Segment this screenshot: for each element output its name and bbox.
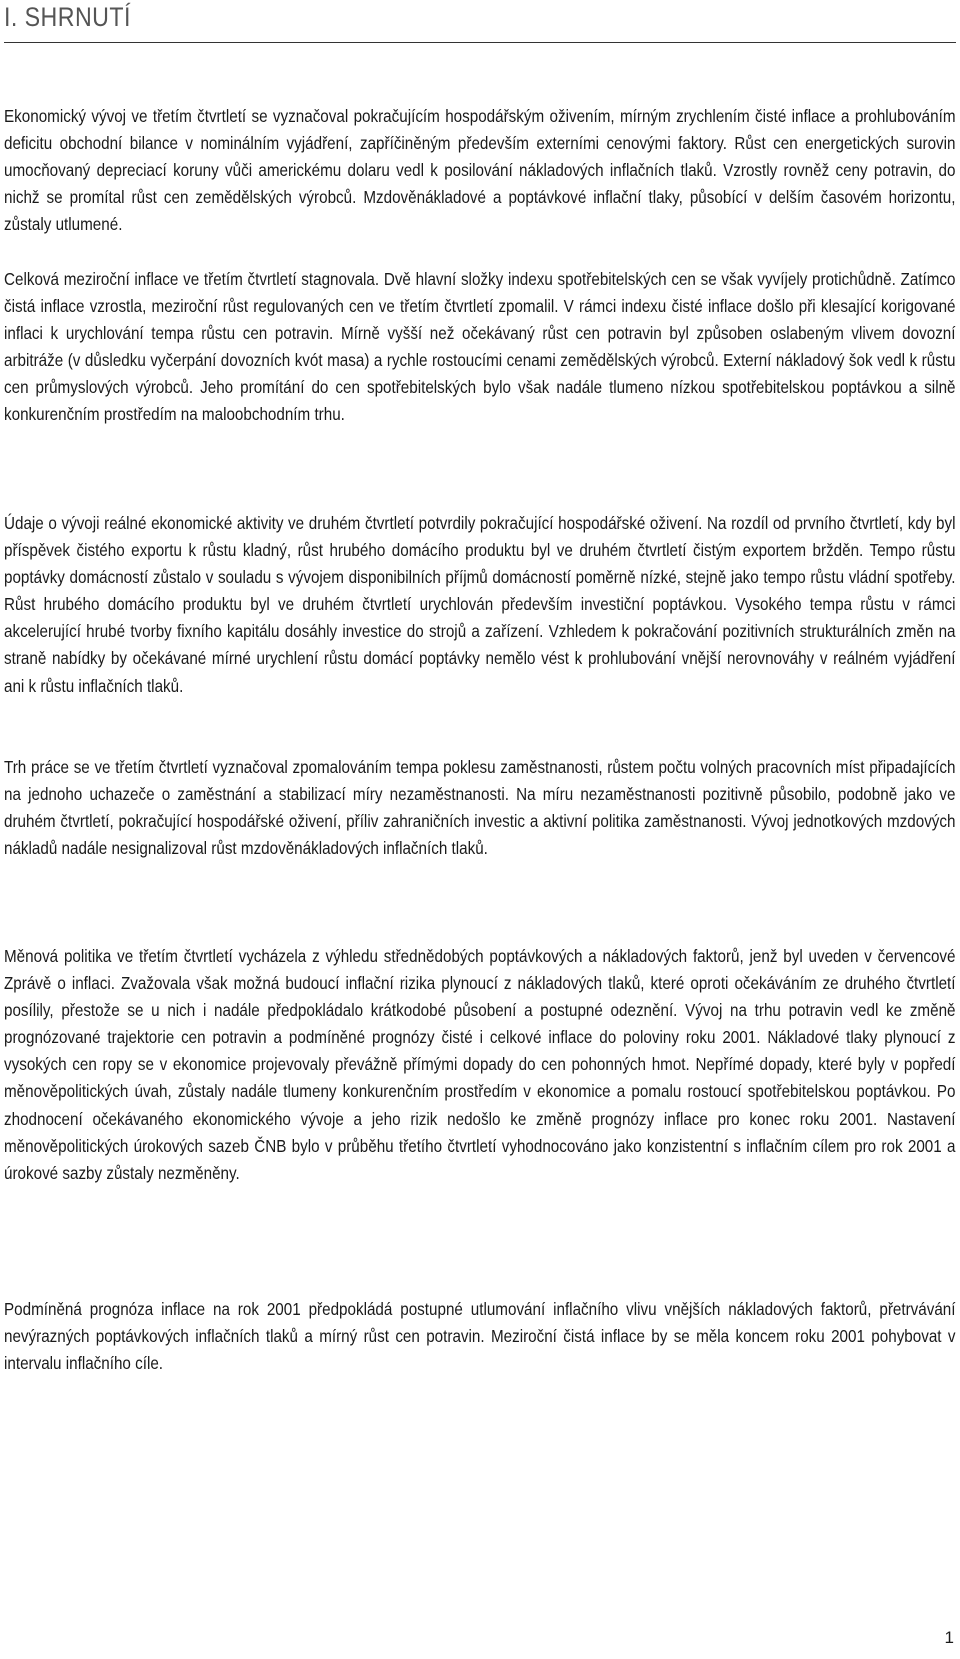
document-page (4, 0, 956, 1659)
section-header (4, 0, 956, 43)
page-number: 1 (944, 1628, 954, 1647)
section-title: I. SHRNUTÍ (4, 2, 131, 32)
paragraph-real-economic-activity: Údaje o vývoji reálné ekonomické aktivity ve druhém čtvrtletí potvrdily pokračující hospodářské oživení. Na rozdíl od prvního čtvrtletí, kdy byl příspěvek čistého exportu k růstu kladný, růst hrubého domácího produktu byl ve druhém čtvrtletí čistým exportem bržděn. Tempo růstu poptávky domácností zůstalo v souladu s vývojem disponibilních příjmů domácností poměrně nízké, stejně jako tempo růstu vládní spotřeby. Růst hrubého domácího produktu byl ve druhém čtvrtletí urychlován především investiční poptávkou. Vysokého tempa růstu v rámci akcelerující hrubé tvorby fixního kapitálu dosáhly investice do strojů a zařízení. Vzhledem k pokračování pozitivních strukturálních změn na straně nabídky by očekávané mírné urychlení růstu domácí poptávky nemělo vést k prohlubování vnější nerovnováhy v reálném vyjádření ani k růstu inflačních tlaků. (4, 513, 956, 696)
paragraph-inflation: Celková meziroční inflace ve třetím čtvrtletí stagnovala. Dvě hlavní složky indexu spotřebitelských cen se však vyvíjely protichůdně. Zatímco čistá inflace vzrostla, meziroční růst regulovaných cen ve třetím čtvrtletí zpomalil. V rámci indexu čisté inflace došlo při klesající korigované inflaci k urychlování tempa růstu cen potravin. Mírně vyšší než očekávaný růst cen potravin byl způsoben oslabeným vlivem dovozní arbitráže (v důsledku vyčerpání dovozních kvót masa) a rychle rostoucími cenami zemědělských výrobců. Externí nákladový šok vedl k růstu cen průmyslových výrobců. Jeho promítání do cen spotřebitelských bylo však nadále tlumeno nízkou spotřebitelskou poptávkou a silně konkurenčním prostředím na maloobchodním trhu. (4, 269, 956, 425)
paragraph-summary-economic-development: Ekonomický vývoj ve třetím čtvrtletí se vyznačoval pokračujícím hospodářským oživením, mírným zrychlením čisté inflace a prohlubováním deficitu obchodní bilance v nominálním vyjádření, zapříčiněným především externími cenovými faktory. Růst cen energetických surovin umocňovaný depreciací koruny vůči americkému dolaru vedl k posilování nákladových inflačních tlaků. Vzrostly rovněž ceny potravin, do nichž se promítal růst cen zemědělských výrobců. Mzdověnákladové a poptávkové inflační tlaky, působící v delším časovém horizontu, zůstaly utlumené. (4, 106, 956, 235)
paragraph-monetary-policy: Měnová politika ve třetím čtvrtletí vycházela z výhledu střednědobých poptávkových a nákladových faktorů, jenž byl uveden v červencové Zprávě o inflaci. Zvažovala však možná budoucí inflační rizika plynoucí z nákladových tlaků, které oproti očekáváním ze druhého čtvrtletí posílily, přestože se u nich i nadále předpokládalo krátkodobé působení a postupné odeznění. Vývoj na trhu potravin vedl ke změně prognózované trajektorie cen potravin a podmíněné prognózy čisté i celkové inflace do poloviny roku 2001. Nákladové tlaky plynoucí z vysokých cen ropy se v ekonomice projevovaly převážně přímými dopady do cen pohonných hmot. Nepřímé dopady, které byly v popředí měnověpolitických úvah, zůstaly nadále tlumeny konkurenčním prostředím v ekonomice a pomalu rostoucí spotřebitelskou poptávkou. Po zhodnocení očekávaného ekonomického vývoje a jeho rizik nedošlo ke změně prognózy inflace pro konec roku 2001. Nastavení měnověpolitických úrokových sazeb ČNB bylo v průběhu třetího čtvrtletí vyhodnocováno jako konzistentní s inflačním cílem pro rok 2001 a úrokové sazby zůstaly nezměněny. (4, 946, 956, 1183)
paragraph-inflation-forecast: Podmíněná prognóza inflace na rok 2001 předpokládá postupné utlumování inflačního vlivu vnějších nákladových faktorů, přetrvávání nevýrazných poptávkových inflačních tlaků a mírný růst cen potravin. Meziroční čistá inflace by se měla koncem roku 2001 pohybovat v intervalu inflačního cíle. (4, 1299, 956, 1374)
paragraph-labour-market: Trh práce se ve třetím čtvrtletí vyznačoval zpomalováním tempa poklesu zaměstnanosti, růstem počtu volných pracovních míst připadajících na jednoho uchazeče o zaměstnání a stabilizací míry nezaměstnanosti. Na míru nezaměstnanosti pozitivně působilo, podobně jako ve druhém čtvrtletí, pokračující hospodářské oživení, příliv zahraničních investic a aktivní politika zaměstnanosti. Vývoj jednotkových mzdových nákladů nadále nesignalizoval růst mzdověnákladových inflačních tlaků. (4, 757, 956, 859)
